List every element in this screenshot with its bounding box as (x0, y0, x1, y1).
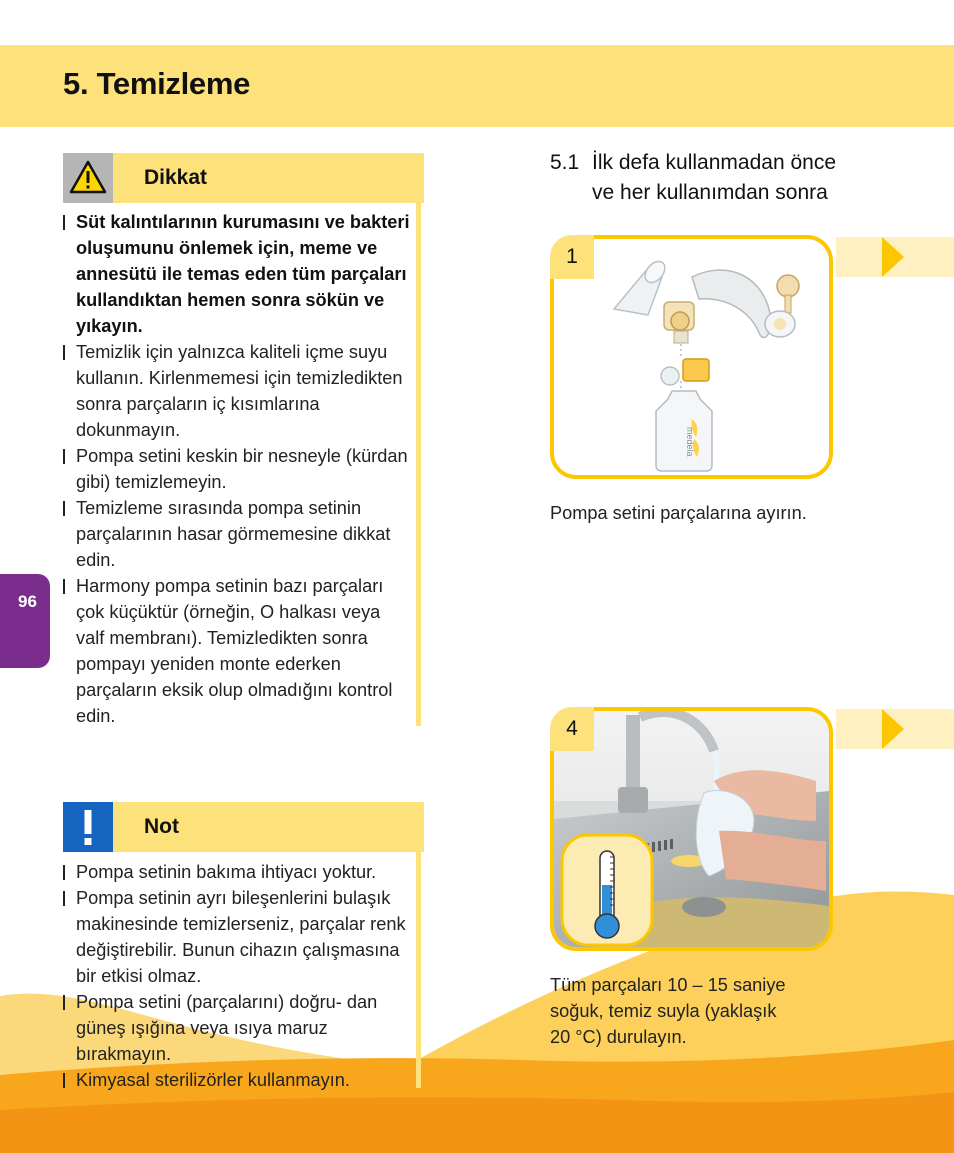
bottle-brand: medela (685, 427, 695, 457)
section-title-line1: İlk defa kullanmadan önce (592, 151, 836, 174)
list-item: Harmony pompa setinin bazı parçaları çok küçüktür (örneğin, O halkası veya valf membranı). Temizledikten sonra pompayı yeniden monte ederken parçaların eksik olup olmadığını kontrol edin. (63, 573, 411, 729)
step-4-caption (550, 972, 930, 1050)
exclamation-icon (63, 802, 113, 852)
step-1-arrow-icon (882, 237, 904, 277)
list-item: Temizleme sırasında pompa setinin parçalarının hasar görmemesine dikkat edin. (63, 495, 411, 573)
step-4-caption-line: soğuk, temiz suyla (yaklaşık (550, 1001, 777, 1021)
list-item: Pompa setini (parçalarını) doğru- dan güneş ışığına veya ısıya maruz bırakmayın. (63, 989, 411, 1067)
step-4-caption-line: 20 °C) durulayın. (550, 1027, 687, 1047)
page-number: 96 (18, 592, 37, 611)
page-title: 5. Temizleme (63, 66, 251, 101)
caution-header (63, 153, 424, 203)
step-4-number: 4 (550, 707, 594, 751)
list-item: Pompa setinin bakıma ihtiyacı yoktur. (63, 859, 411, 885)
caution-side-bar (416, 203, 421, 726)
note-list (63, 859, 411, 1093)
note-header (63, 802, 424, 852)
breast-pump-parts-illustration (554, 239, 829, 475)
list-item: Pompa setini keskin bir nesneyle (kürdan gibi) temizlemeyin. (63, 443, 411, 495)
caution-title: Dikkat (144, 166, 208, 189)
section-number: 5.1 (550, 151, 580, 174)
step-1-number: 1 (550, 235, 594, 279)
list-item: Temizlik için yalnızca kaliteli içme suyu kullanın. Kirlenmemesi için temizledikten sonra parçaların iç kısımlarına dokunmayın. (63, 339, 411, 443)
step-4-caption-line: Tüm parçaları 10 – 15 saniye (550, 975, 786, 995)
caution-list (63, 209, 411, 729)
step-1-caption: Pompa setini parçalarına ayırın. (550, 503, 807, 523)
section-title-line2: ve her kullanımdan sonra (592, 181, 828, 204)
section-title (550, 148, 930, 208)
list-item: Süt kalıntılarının kurumasını ve bakteri oluşumunu önlemek için, meme ve annesütü ile temas eden tüm parçaları kullandıktan hemen sonra sökün ve yıkayın. (63, 209, 411, 339)
note-title: Not (144, 815, 179, 838)
note-side-bar (416, 852, 421, 1088)
warning-triangle-icon (63, 153, 113, 203)
step-4-arrow-icon (882, 709, 904, 749)
list-item: Kimyasal sterilizörler kullanmayın. (63, 1067, 411, 1093)
page-number-tab (0, 574, 50, 668)
list-item: Pompa setinin ayrı bileşenlerini bulaşık makinesinde temizlerseniz, parçalar renk değiştirebilir. Bunun cihazın çalışmasına bir etkisi olmaz. (63, 885, 411, 989)
rinsing-sink-photo (554, 711, 829, 947)
